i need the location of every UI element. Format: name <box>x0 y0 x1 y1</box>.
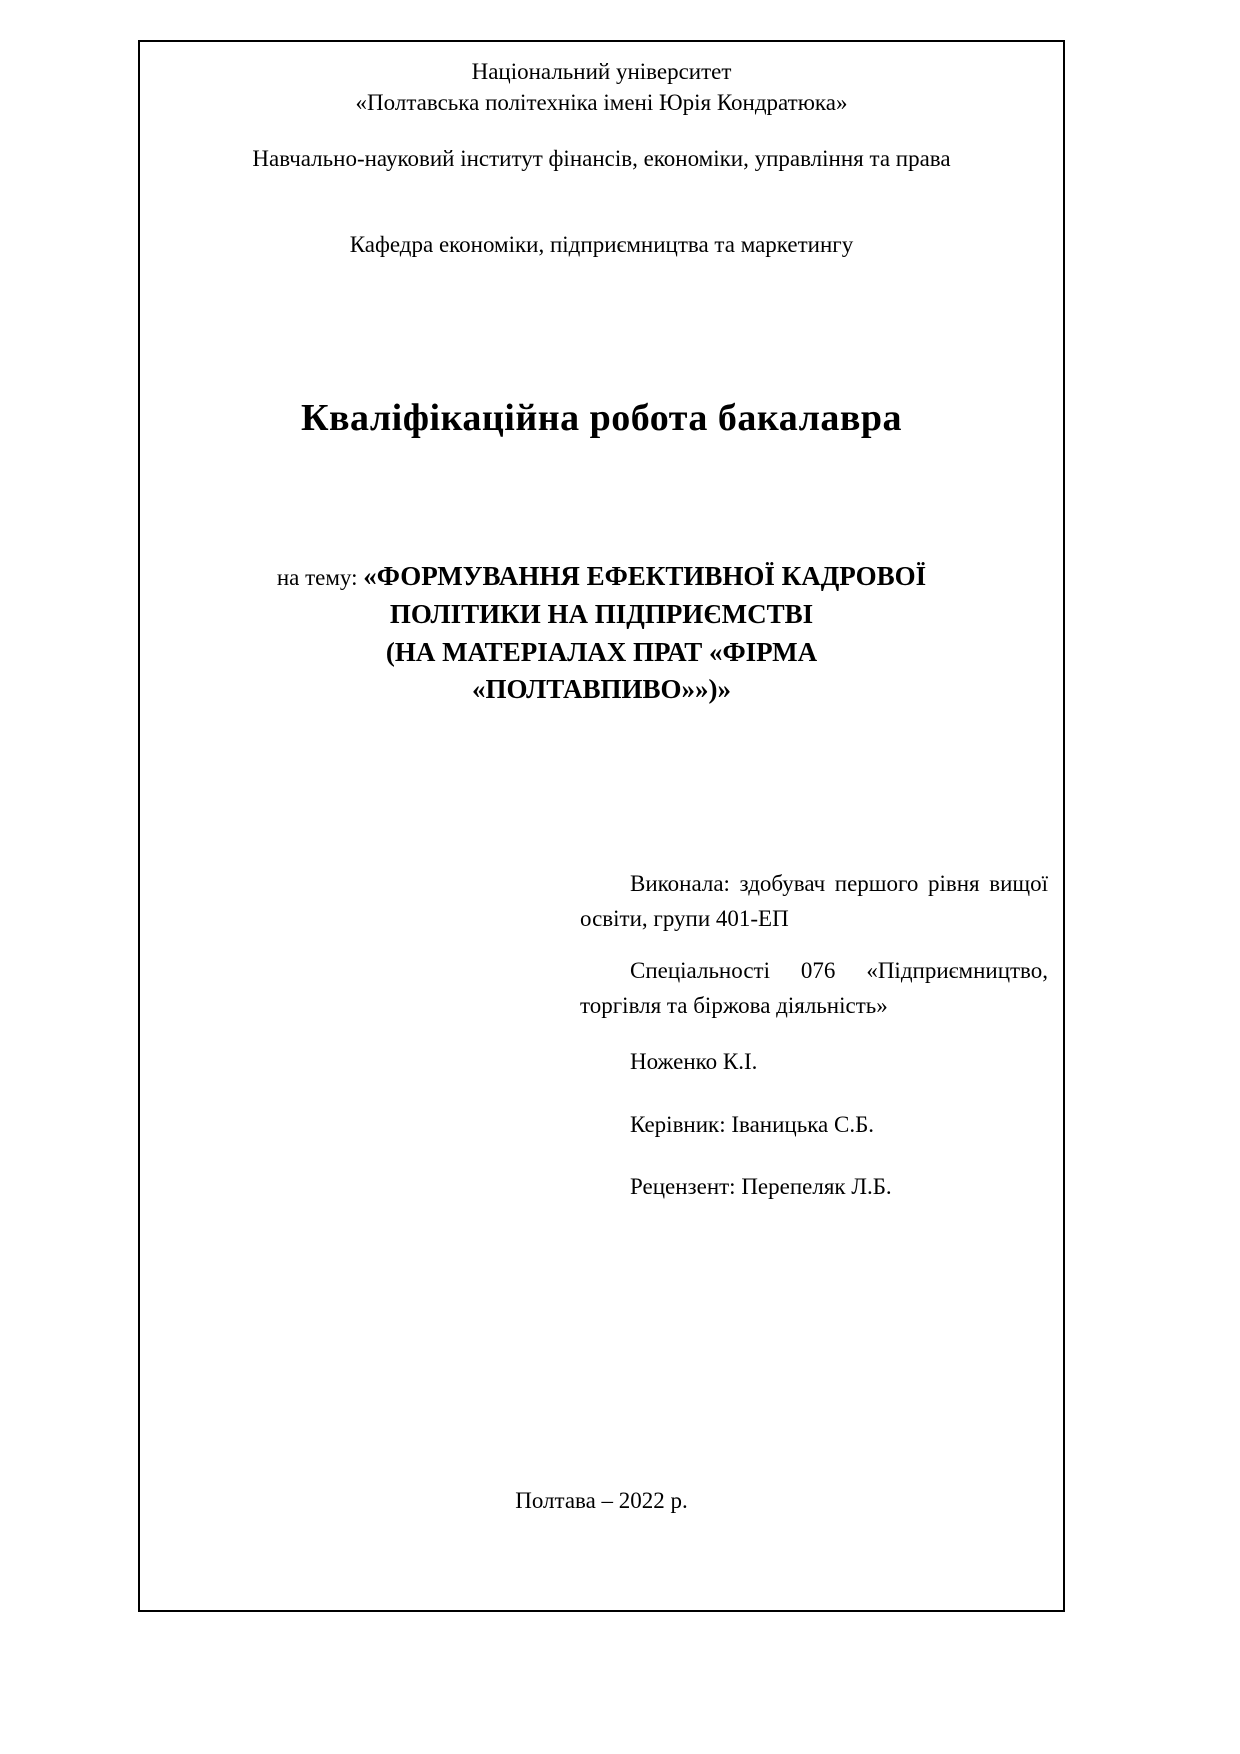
performed-by-text: Виконала: здобувач першого рівня вищої освіти, групи 401-ЕП <box>580 871 1048 931</box>
topic-title-line-1: «ФОРМУВАННЯ ЕФЕКТИВНОЇ КАДРОВОЇ <box>363 561 927 592</box>
supervisor-name: Керівник: Іваницька С.Б. <box>630 1111 875 1137</box>
topic-title-line-2: ПОЛІТИКИ НА ПІДПРИЄМСТВІ <box>389 598 814 629</box>
work-type-title: Кваліфікаційна робота бакалавра <box>300 397 903 440</box>
university-name: Національний університет <box>471 59 732 84</box>
page-border-frame <box>138 40 1065 1612</box>
author-name: Ноженко К.І. <box>630 1049 758 1075</box>
topic-block <box>140 558 1063 709</box>
department-name: Кафедра економіки, підприємництва та маркетингу <box>349 232 854 258</box>
topic-line-1 <box>140 558 1063 596</box>
topic-title-line-4: «ПОЛТАВПИВО»»)» <box>472 674 731 705</box>
topic-prefix-label: на тему: <box>276 565 364 591</box>
specialty-text: Спеціальності 076 «Підприємництво, торгівля та біржова діяльність» <box>580 958 1048 1018</box>
university-subtitle: «Полтавська політехніка імені Юрія Кондратюка» <box>355 90 848 116</box>
topic-title-line-3: (НА МАТЕРІАЛАХ ПРАТ «ФІРМА <box>385 636 818 667</box>
footer-place-year: Полтава – 2022 р. <box>515 1488 688 1513</box>
institute-name: Навчально-науковий інститут фінансів, економіки, управління та права <box>252 146 951 172</box>
credits-block <box>580 867 1048 1205</box>
reviewer-name: Рецензент: Перепеляк Л.Б. <box>630 1174 892 1200</box>
